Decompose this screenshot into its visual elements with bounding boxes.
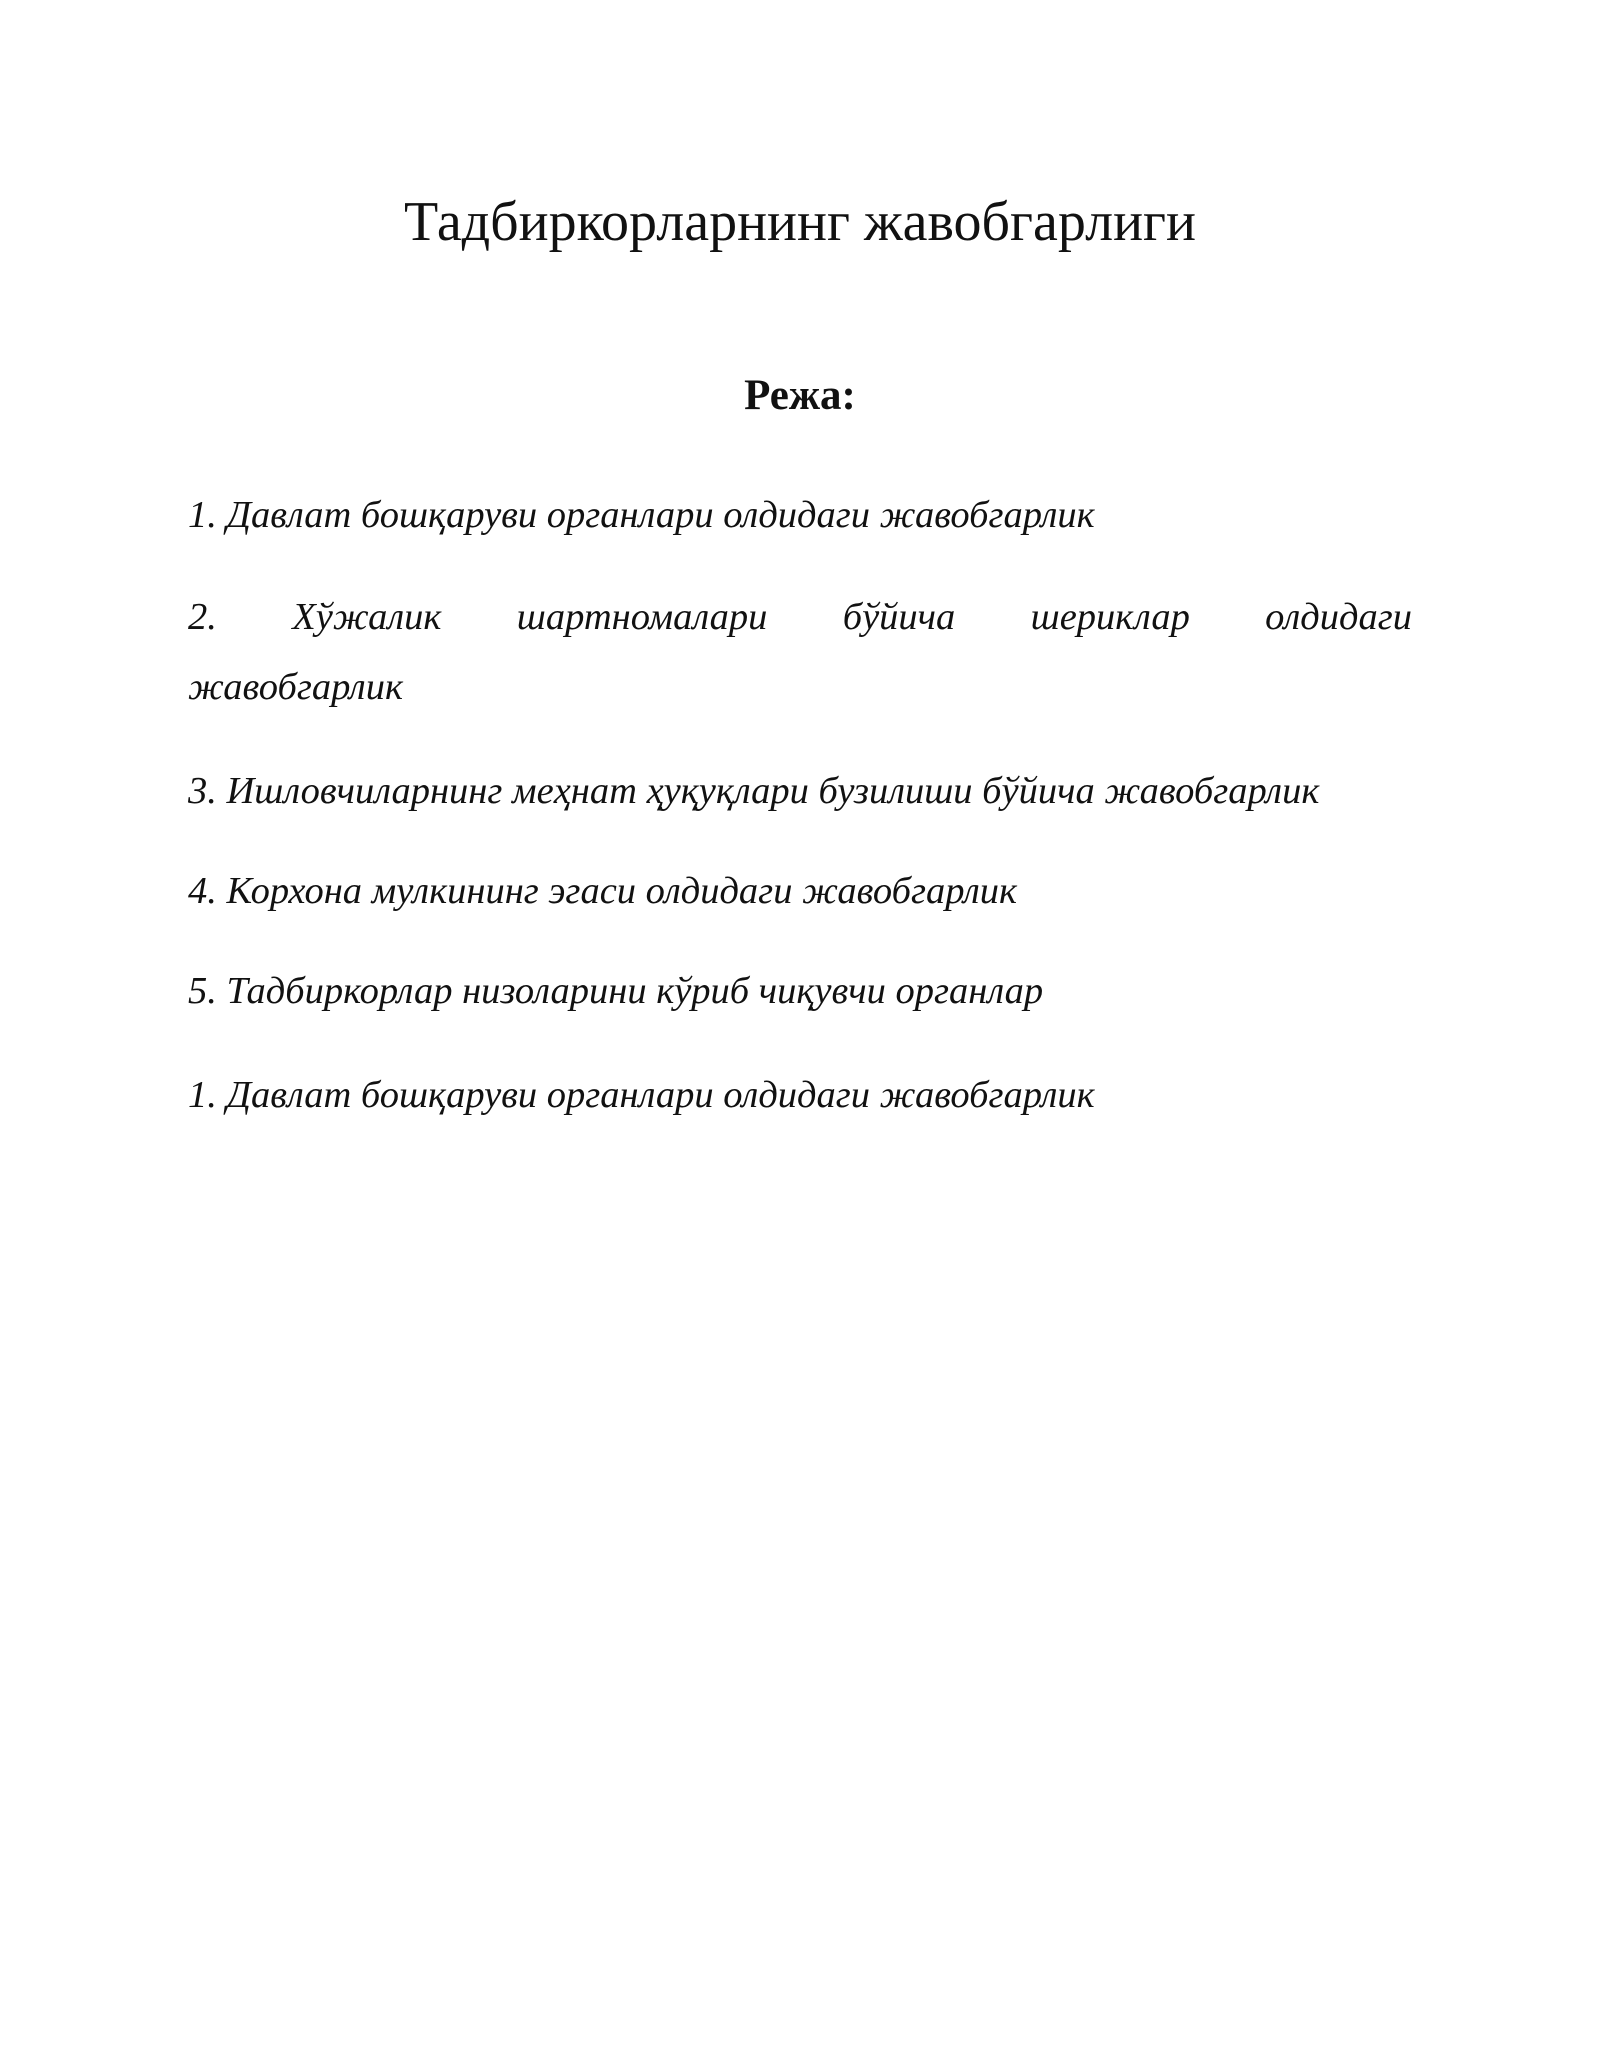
plan-item-4: 4. Корхона мулкининг эгаси олдидаги жавобгарлик: [188, 870, 1018, 912]
plan-item-2-word: шартномалари: [516, 596, 768, 638]
plan-item-2-word: олдидаги: [1265, 596, 1412, 638]
plan-item-2-second-line: жавобгарлик: [188, 666, 403, 708]
plan-heading: Режа:: [744, 372, 856, 419]
plan-item-6: 1. Давлат бошқаруви органлари олдидаги жавобгарлик: [188, 1074, 1095, 1116]
plan-item-2-first-line: [188, 582, 1412, 652]
plan-item-2: [188, 582, 1412, 722]
plan-item-1: 1. Давлат бошқаруви органлари олдидаги жавобгарлик: [188, 494, 1095, 536]
plan-item-2-word: шериклар: [1030, 596, 1190, 638]
plan-item-5: 5. Тадбиркорлар низоларини кўриб чиқувчи органлар: [188, 970, 1044, 1012]
plan-item-2-word: бўйича: [842, 596, 956, 638]
plan-item-2-word: Хўжалик: [292, 596, 442, 638]
plan-item-2-word: 2.: [188, 596, 217, 638]
document-title: Тадбиркорларнинг жавобгарлиги: [404, 191, 1196, 253]
plan-item-3: 3. Ишловчиларнинг меҳнат ҳуқуқлари бузилиши бўйича жавобгарлик: [188, 770, 1320, 812]
